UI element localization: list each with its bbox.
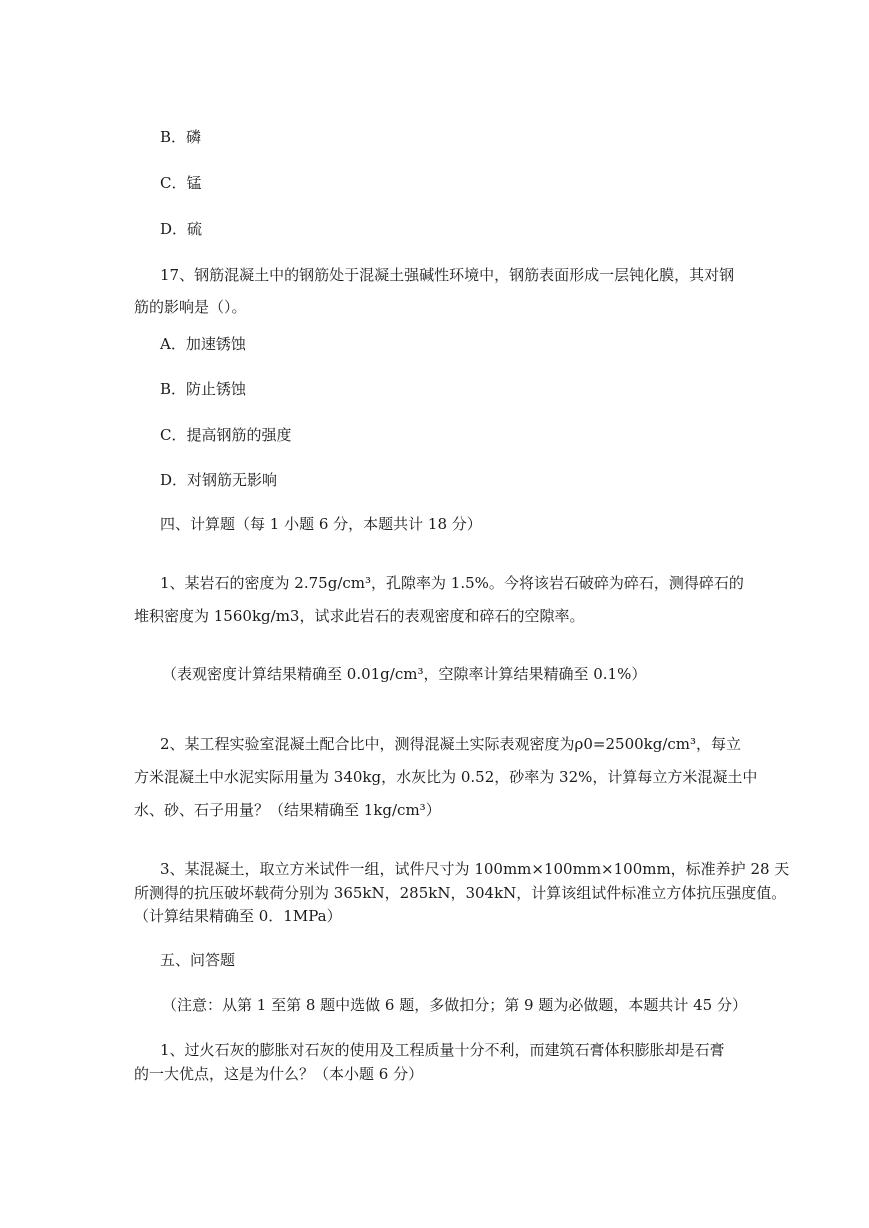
q17-option-a: A．加速锈蚀 (160, 335, 246, 353)
q17-option-c: C．提高钢筋的强度 (160, 426, 292, 444)
calc2-line2: 方米混凝土中水泥实际用量为 340kg，水灰比为 0.52，砂率为 32%，计算每立方米混凝土中 (134, 768, 758, 786)
calc1-line1: 1、某岩石的密度为 2.75g/cm³，孔隙率为 1.5%。今将该岩石破碎为碎石，测得碎石的 (160, 574, 744, 592)
q16-option-d: D．硫 (160, 220, 203, 238)
calc2-line1: 2、某工程实验室混凝土配合比中，测得混凝土实际表观密度为ρ0=2500kg/cm³，每立 (160, 735, 742, 753)
calc1-note: （表观密度计算结果精确至 0.01g/cm³，空隙率计算结果精确至 0.1%） (162, 665, 647, 683)
calc3-line3: （计算结果精确至 0．1MPa） (134, 907, 342, 925)
calc3-line1: 3、某混凝土，取立方米试件一组，试件尺寸为 100mm×100mm×100mm，标准养护 28 天 (160, 860, 790, 878)
q17-option-b: B．防止锈蚀 (160, 380, 247, 398)
section4-heading: 四、计算题（每 1 小题 6 分，本题共计 18 分） (160, 515, 482, 533)
q17-stem-line1: 17、钢筋混凝土中的钢筋处于混凝土强碱性环境中，钢筋表面形成一层钝化膜，其对钢 (160, 266, 735, 284)
calc2-line3: 水、砂、石子用量？（结果精确至 1kg/cm³） (134, 801, 441, 819)
calc3-line2: 所测得的抗压破坏载荷分别为 365kN，285kN，304kN，计算该组试件标准立方体抗压强度值。 (134, 884, 787, 902)
q16-option-b: B．磷 (160, 128, 202, 146)
section5-heading: 五、问答题 (160, 951, 236, 969)
qa1-line2: 的一大优点，这是为什么？（本小题 6 分） (134, 1065, 424, 1083)
calc1-line2: 堆积密度为 1560kg/m3，试求此岩石的表观密度和碎石的空隙率。 (134, 607, 585, 625)
q17-stem-line2: 筋的影响是（）。 (134, 298, 247, 316)
q16-option-c: C．锰 (160, 174, 202, 192)
qa1-line1: 1、过火石灰的膨胀对石灰的使用及工程质量十分不利，而建筑石膏体积膨胀却是石膏 (160, 1041, 725, 1059)
q17-option-d: D．对钢筋无影响 (160, 471, 278, 489)
section5-note: （注意：从第 1 至第 8 题中选做 6 题，多做扣分；第 9 题为必做题，本题共计 45 分） (162, 996, 747, 1014)
